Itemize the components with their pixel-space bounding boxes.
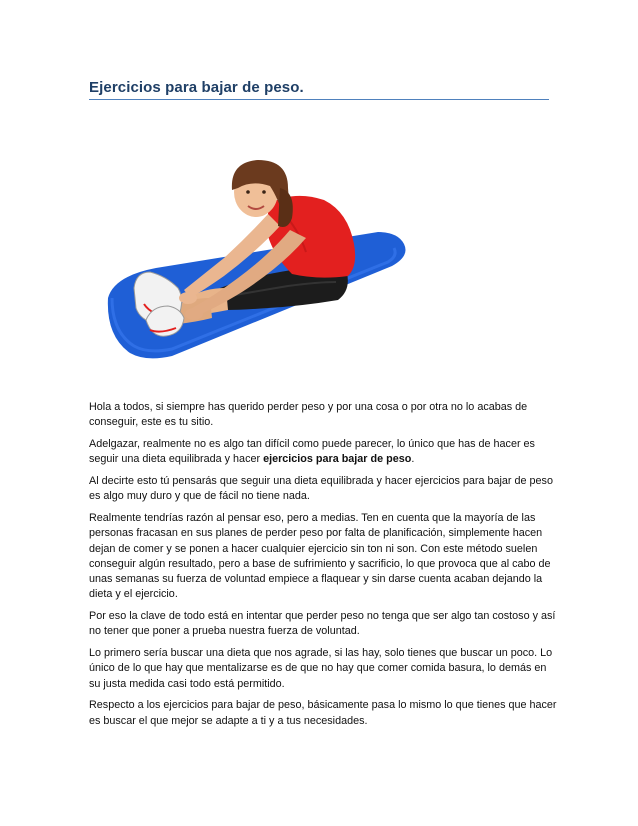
title-underline	[89, 99, 549, 100]
article-body	[89, 400, 557, 735]
paragraph	[89, 437, 557, 468]
page-title: Ejercicios para bajar de peso.	[89, 79, 304, 96]
paragraph: Respecto a los ejercicios para bajar de peso, básicamente pasa lo mismo lo que tienes que hacer es buscar el que mejor se adapte a ti y a tus necesidades.	[89, 699, 557, 727]
exercise-photo	[92, 148, 412, 368]
paragraph: Realmente tendrías razón al pensar eso, pero a medias. Ten en cuenta que la mayoría de las personas fracasan en sus planes de perder peso por falta de planificación, simplemente hacen dejan de comer y se ponen a hacer cualquier ejercicio sin ton ni son. Con este método suelen conseguir algún resultado, pero a base de sufrimiento y sacrificio, lo que provoca que al cabo de unas semanas su fuerza de voluntad empiece a flaquear y sin darse cuenta acaban dejando la dieta y el ejercicio.	[89, 511, 551, 601]
paragraph: Lo primero sería buscar una dieta que nos agrade, si las hay, solo tienes que buscar un poco. Lo único de lo que hay que mentalizarse es de que no hay que comer comida basura, lo demás en su justa medida casi todo está permitido.	[89, 647, 553, 690]
keyword-bold: ejercicios para bajar de peso	[263, 453, 412, 466]
woman-stretching-illustration	[92, 148, 412, 368]
paragraph-text: Adelgazar, realmente no es algo tan difícil como puede parecer, lo único que has de hacer es seguir una dieta equilibrada y hacer	[89, 437, 535, 466]
paragraph: Por eso la clave de todo está en intentar que perder peso no tenga que ser algo tan costoso y así no tener que poner a prueba nuestra fuerza de voluntad.	[89, 610, 556, 638]
paragraph: Hola a todos, si siempre has querido perder peso y por una cosa o por otra no lo acabas de conseguir, este es tu sitio.	[89, 401, 528, 429]
paragraph: Al decirte esto tú pensarás que seguir una dieta equilibrada y hacer ejercicios para bajar de peso es algo muy duro y que de fácil no tiene nada.	[89, 474, 553, 503]
paragraph-text: .	[411, 453, 415, 466]
